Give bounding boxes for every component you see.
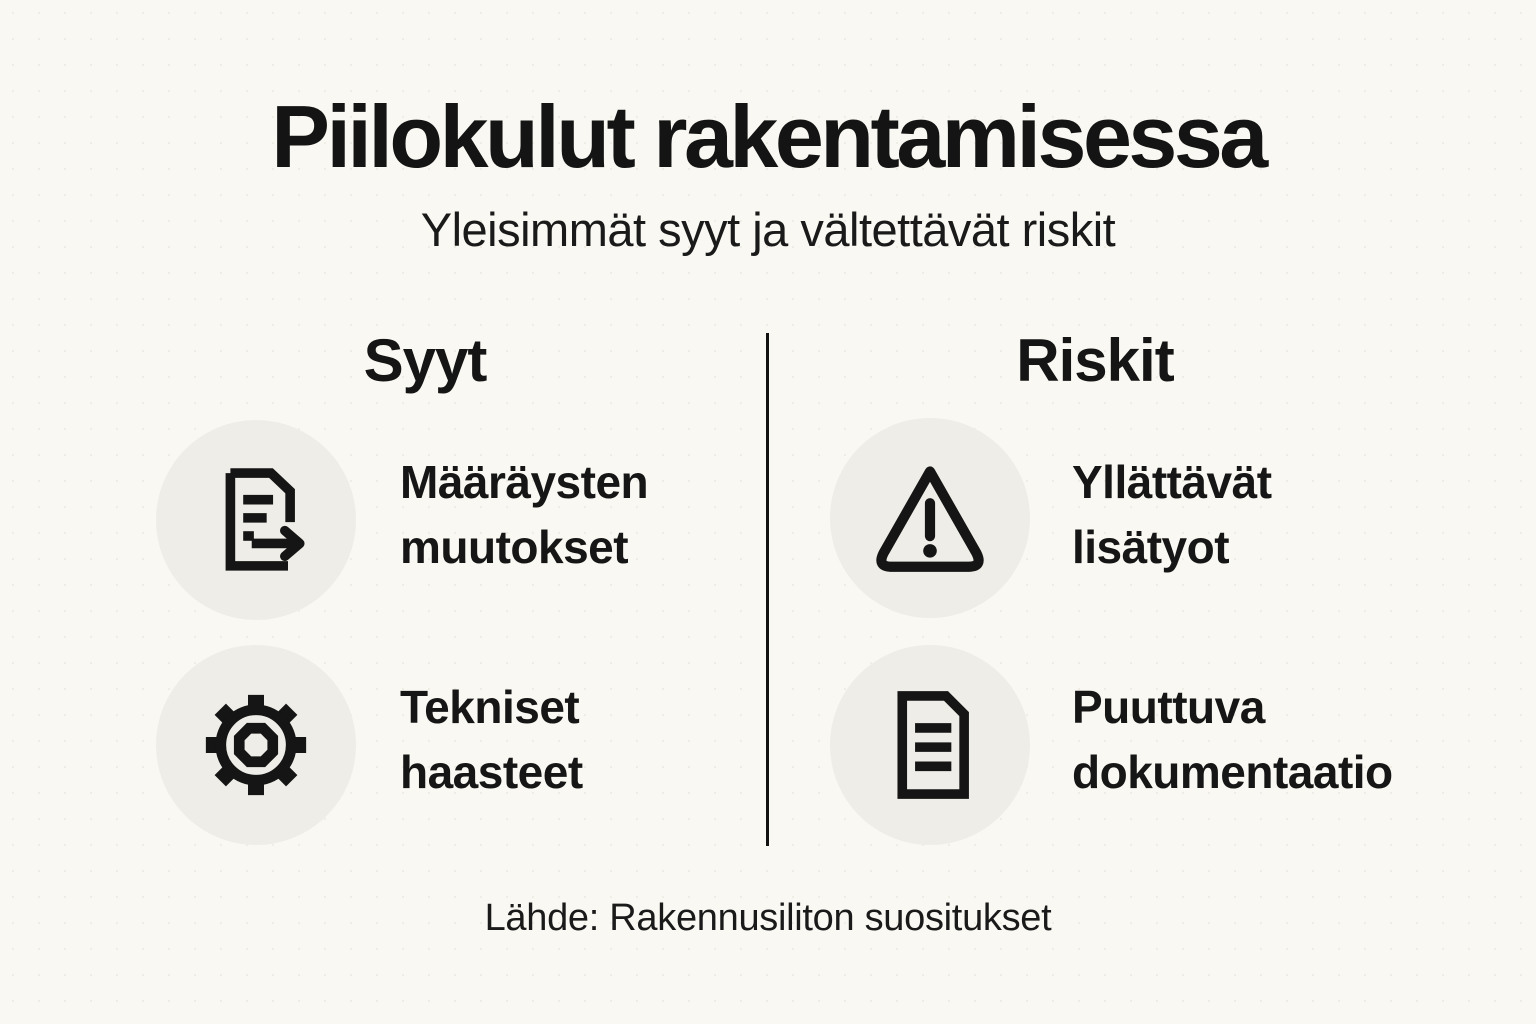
page-title: Piilokulut rakentamisessa: [271, 87, 1265, 186]
icon-circle: [830, 645, 1030, 845]
item-label-line: lisätyot: [1072, 521, 1230, 573]
item-label-line: Määräysten: [400, 456, 649, 508]
item-label-line: Puuttuva: [1072, 681, 1265, 733]
item-label: [400, 675, 583, 805]
item-label-line: muutokset: [400, 521, 629, 573]
icon-circle: [156, 645, 356, 845]
item-label-line: haasteet: [400, 746, 583, 798]
document-arrow-icon: [192, 456, 320, 584]
item-label: [1072, 450, 1272, 580]
page-subtitle: Yleisimmät syyt ja vältettävät riskit: [420, 203, 1116, 256]
icon-circle: [156, 420, 356, 620]
column-divider: [766, 333, 769, 846]
item-label: [400, 450, 648, 580]
item-label-line: Yllättävät: [1072, 456, 1272, 508]
gear-icon: [192, 681, 320, 809]
column-header-syyt: Syyt: [363, 327, 487, 394]
item-label-line: Tekniset: [400, 681, 580, 733]
column-header-riskit: Riskit: [1016, 327, 1174, 394]
icon-circle: [830, 418, 1030, 618]
item-label-line: dokumentaatio: [1072, 746, 1393, 798]
warning-triangle-icon: [862, 450, 998, 586]
document-icon: [866, 681, 994, 809]
source-note: Lähde: Rakennusiliton suositukset: [484, 897, 1052, 939]
item-label: [1072, 675, 1393, 805]
